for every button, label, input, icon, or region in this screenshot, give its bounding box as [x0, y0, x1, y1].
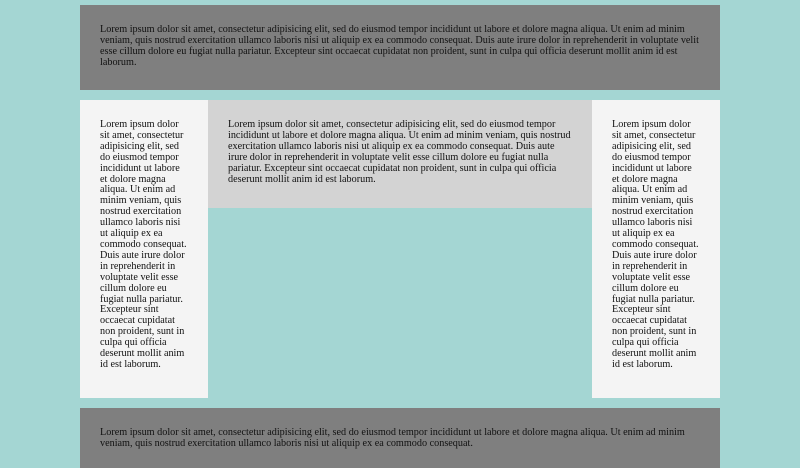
main-content: [208, 100, 592, 208]
right-sidebar-text: Lorem ipsum dolor sit amet, consectetur adipisicing elit, sed do eiusmod tempor incididunt ut labore et dolore magna aliqua. Ut enim ad minim veniam, quis nostrud exercitation ullamco laboris nisi ut aliquip ex ea commodo consequat. Duis aute irure dolor in reprehenderit in voluptate velit esse cillum dolore eu fugiat nulla pariatur. Excepteur sint occaecat cupidatat non proident, sunt in culpa qui officia deserunt mollit anim id est laborum.: [612, 119, 699, 370]
header-text: Lorem ipsum dolor sit amet, consectetur adipisicing elit, sed do eiusmod tempor incididunt ut labore et dolore magna aliqua. Ut enim ad minim veniam, quis nostrud exercitation ullamco laboris nisi ut aliquip ex ea commodo consequat. Duis aute irure dolor in reprehenderit in voluptate velit esse cillum dolore eu fugiat nulla pariatur. Excepteur sint occaecat cupidatat non proident, sunt in culpa qui officia deserunt mollit anim id est laborum.: [100, 24, 699, 68]
middle-section: [80, 100, 720, 398]
footer-text: Lorem ipsum dolor sit amet, consectetur adipisicing elit, sed do eiusmod tempor incididunt ut labore et dolore magna aliqua. Ut enim ad minim veniam, quis nostrud exercitation ullamco laboris nisi ut aliquip ex ea commodo consequat.: [100, 427, 685, 449]
page-layout: [80, 5, 720, 468]
left-sidebar: [80, 100, 208, 398]
left-sidebar-text: Lorem ipsum dolor sit amet, consectetur adipisicing elit, sed do eiusmod tempor incididunt ut labore et dolore magna aliqua. Ut enim ad minim veniam, quis nostrud exercitation ullamco laboris nisi ut aliquip ex ea commodo consequat. Duis aute irure dolor in reprehenderit in voluptate velit esse cillum dolore eu fugiat nulla pariatur. Excepteur sint occaecat cupidatat non proident, sunt in culpa qui officia deserunt mollit anim id est laborum.: [100, 119, 187, 370]
footer: [80, 408, 720, 468]
main-content-text: Lorem ipsum dolor sit amet, consectetur adipisicing elit, sed do eiusmod tempor incididunt ut labore et dolore magna aliqua. Ut enim ad minim veniam, quis nostrud exercitation ullamco laboris nisi ut aliquip ex ea commodo consequat. Duis aute irure dolor in reprehenderit in voluptate velit esse cillum dolore eu fugiat nulla pariatur. Excepteur sint occaecat cupidatat non proident, sunt in culpa qui officia deserunt mollit anim id est laborum.: [228, 119, 571, 185]
right-sidebar: [592, 100, 720, 398]
header: [80, 5, 720, 90]
